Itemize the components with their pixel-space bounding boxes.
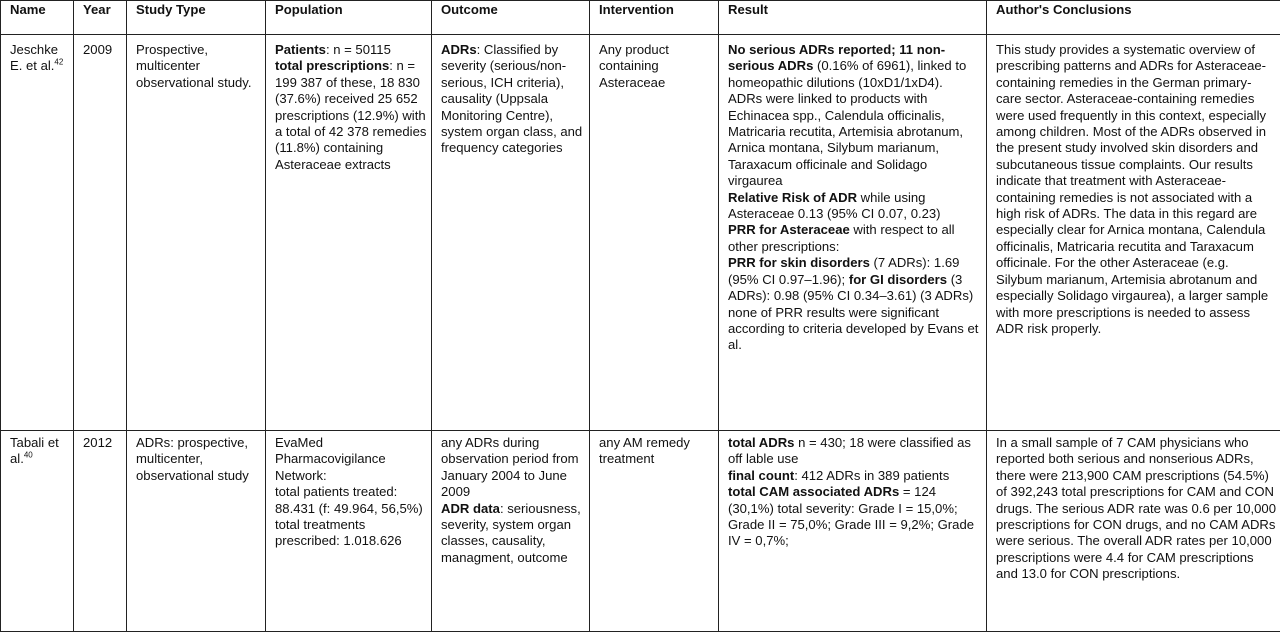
cell-year: 2012 xyxy=(74,431,127,632)
outcome-text: any ADRs during observation period from January 2004 to June 2009 xyxy=(441,435,579,500)
result-label: No serious ADRs reported; 11 non-serious ADRs xyxy=(728,42,946,74)
header-population: Population xyxy=(266,1,432,35)
cell-study-type: Prospective, multicenter observational study. xyxy=(127,35,266,431)
result-text: (7 ADRs): 1.69 (95% CI 0.97–1.96); xyxy=(728,255,960,287)
result-text: ADRs were linked to products with Echinacea spp., Calendula officinalis, Matricaria recutita, Artemisia abrotanum, Arnica montana, Silybum marianum, Taraxacum officinale and Solidago virgaurea xyxy=(728,91,964,189)
result-text: (0.16% of 6961), linked to homeopathic dilutions (10xD1/1xD4). xyxy=(728,58,967,90)
cell-outcome xyxy=(432,35,590,431)
header-conclusions: Author's Conclusions xyxy=(987,1,1280,35)
author-name: Tabali et al. xyxy=(10,435,59,467)
population-text: : n = 50115 xyxy=(325,42,391,57)
population-label: total prescriptions xyxy=(275,58,390,74)
result-label: for GI disorders xyxy=(848,271,948,287)
cell-intervention: Any product containing Asteraceae xyxy=(590,35,719,431)
cell-name xyxy=(1,431,74,632)
cell-outcome xyxy=(432,431,590,632)
header-outcome: Outcome xyxy=(432,1,590,35)
cell-intervention: any AM remedy treatment xyxy=(590,431,719,632)
result-label: PRR for skin disorders xyxy=(728,255,870,271)
table-row xyxy=(1,431,1280,632)
cell-name xyxy=(1,35,74,431)
result-label: PRR for Asteraceae xyxy=(728,222,850,238)
population-text: : n = 199 387 of these, 18 830 (37.6%) received 25 652 prescriptions (12.9%) with a total of 42 378 remedies (11.8%) containing Asteraceae extracts xyxy=(275,58,427,172)
table-row xyxy=(1,35,1280,431)
header-year: Year xyxy=(74,1,127,35)
result-text: : 412 ADRs in 389 patients xyxy=(794,467,950,483)
population-text: total patients treated: 88.431 (f: 49.964, 56,5%) total treatments prescribed: 1.018.626 xyxy=(275,484,423,549)
population-text: EvaMed Pharmacovigilance Network: xyxy=(275,435,386,483)
result-label: final count xyxy=(728,467,795,483)
header-intervention: Intervention xyxy=(590,1,719,35)
header-study-type: Study Type xyxy=(127,1,266,35)
result-text: (3 ADRs): 0.98 (95% CI 0.34–3.61) (3 ADRs) none of PRR results were significant according to criteria developed by Evans et al. xyxy=(728,271,979,353)
population-label: Patients xyxy=(275,42,326,57)
result-text: with respect to all other prescriptions: xyxy=(728,222,955,254)
result-text: n = 430; 18 were classified as off lable use xyxy=(728,435,971,467)
cell-conclusions: In a small sample of 7 CAM physicians who reported both serious and nonserious ADRs, there were 213,900 CAM prescriptions (54.5%) of 392,243 total prescriptions for CAM and CON drugs. The serious ADR rate was 0.6 per 10,000 prescriptions for CON drugs, and no CAM ADRs were serious. The overall ADR rates per 10,000 prescriptions were 4.4 for CAM prescriptions and 13.0 for CON prescriptions. xyxy=(987,431,1280,632)
header-row xyxy=(1,1,1280,35)
cell-study-type: ADRs: prospective, multicenter, observational study xyxy=(127,431,266,632)
cell-population xyxy=(266,35,432,431)
result-text: while using Asteraceae 0.13 (95% CI 0.07, 0.23) xyxy=(728,189,941,222)
cell-conclusions: This study provides a systematic overview of prescribing patterns and ADRs for Asteraceae-containing remedies in the German primary-care sector. Asteraceae-containing remedies were used frequently in this context, especially among children. Most of the ADRs observed in the present study involved skin disorders and subcutaneous tissue complaints. Our results indicate that treatment with Asteraceae-containing remedies is not associated with a high risk of ADRs. The data in this regard are especially clear for Arnica montana, Calendula officinalis, Matricaria recutita and Taraxacum officinale. For the other Asteraceae (e.g. Silybum marianum, Artemisia abrotanum and especially Solidago virgaurea), a larger sample with more prescriptions is needed to assess ADR risk properly. xyxy=(987,35,1280,431)
result-label: Relative Risk of ADR xyxy=(728,189,858,205)
reference-number: 42 xyxy=(54,58,64,68)
result-label: total ADRs xyxy=(728,435,795,450)
outcome-text: : seriousness, severity, system organ classes, causality, managment, outcome xyxy=(441,500,581,565)
header-result: Result xyxy=(719,1,987,35)
reference-number: 40 xyxy=(23,451,33,461)
cell-year: 2009 xyxy=(74,35,127,431)
result-text: = 124 (30,1%) total severity: Grade I = 15,0%; Grade II = 75,0%; Grade III = 9,2%; Grade IV = 0,7%; xyxy=(728,484,975,549)
cell-result xyxy=(719,35,987,431)
outcome-text: : Classified by severity (serious/non-serious, ICH criteria), causality (Uppsala Monitoring Centre), system organ class, and frequency categories xyxy=(441,42,583,156)
result-label: total CAM associated ADRs xyxy=(728,484,900,500)
author-name: Jeschke E. et al. xyxy=(10,42,59,74)
outcome-label: ADR data xyxy=(441,500,500,516)
cell-population xyxy=(266,431,432,632)
header-name: Name xyxy=(1,1,74,35)
outcome-label: ADRs xyxy=(441,42,477,57)
cell-result xyxy=(719,431,987,632)
